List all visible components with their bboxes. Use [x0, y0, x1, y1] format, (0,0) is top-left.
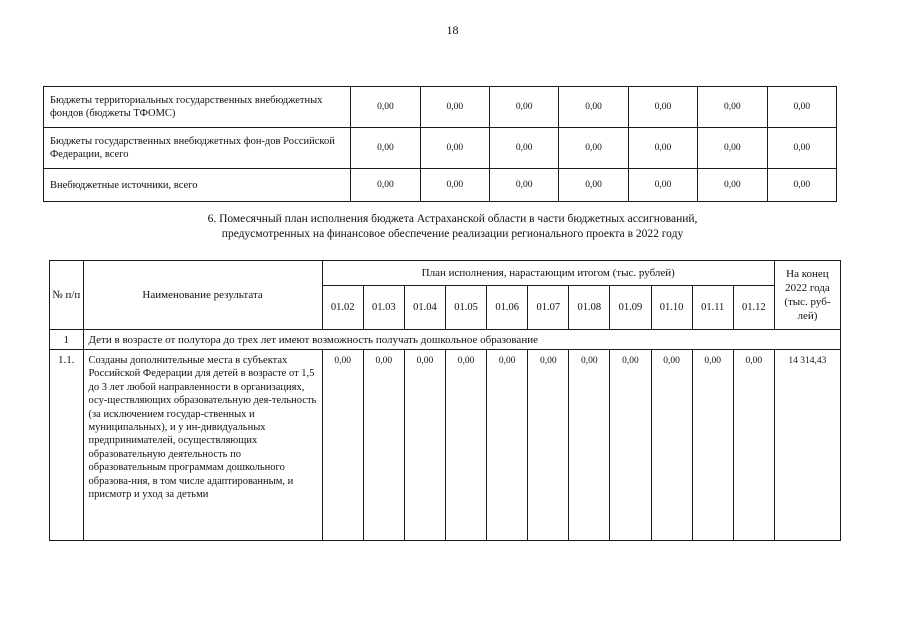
cell-value: 0,00	[767, 87, 836, 128]
month-value: 0,00	[528, 350, 569, 541]
item-num: 1.1.	[50, 350, 84, 541]
month-value: 0,00	[569, 350, 610, 541]
month-value: 0,00	[363, 350, 404, 541]
cell-value: 0,00	[559, 169, 628, 202]
header-month: 01.10	[651, 286, 692, 330]
month-value: 0,00	[733, 350, 774, 541]
table-row	[44, 87, 837, 128]
cell-value: 0,00	[628, 87, 697, 128]
page-number: 18	[446, 23, 459, 37]
cell-value: 0,00	[698, 169, 767, 202]
cell-value: 0,00	[767, 128, 836, 169]
cell-value: 0,00	[490, 169, 559, 202]
header-name: Наименование результата	[83, 261, 322, 330]
header-month: 01.09	[610, 286, 651, 330]
section-text: Дети в возрасте от полутора до трех лет имеют возможность получать дошкольное образование	[83, 330, 840, 350]
monthly-plan-table	[49, 260, 841, 541]
cell-value: 0,00	[628, 128, 697, 169]
section-heading-line: предусмотренных на финансовое обеспечение реализации регионального проекта в 2022 году	[221, 228, 684, 240]
cell-value: 0,00	[767, 169, 836, 202]
header-end-of-year: На конец 2022 года (тыс. руб-лей)	[774, 261, 840, 330]
item-text: Созданы дополнительные места в субъектах Российской Федерации для детей в возрасте от 1,5 до 3 лет любой направленности в организациях, осу-ществляющих образовательную дея-тельность (за исключением государ-ственных и муниципальных), и у ин-дивидуальных предпринимателей, осуществляющих образовательную деятельность по образовательным программам дошкольного образова-ния, в том числе адаптированным, и присмотр и уход за детьми	[83, 350, 322, 541]
budget-sources-table	[43, 86, 837, 202]
row-name: Бюджеты территориальных государственных внебюджетных фондов (бюджеты ТФОМС)	[44, 87, 351, 128]
row-name: Внебюджетные источники, всего	[44, 169, 351, 202]
header-month: 01.11	[692, 286, 733, 330]
month-value: 0,00	[692, 350, 733, 541]
cell-value: 0,00	[559, 87, 628, 128]
header-month: 01.06	[487, 286, 528, 330]
cell-value: 0,00	[698, 128, 767, 169]
month-value: 0,00	[404, 350, 445, 541]
section-heading	[0, 212, 905, 242]
cell-value: 0,00	[420, 169, 489, 202]
cell-value: 0,00	[490, 128, 559, 169]
month-value: 0,00	[651, 350, 692, 541]
cell-value: 0,00	[698, 87, 767, 128]
cell-value: 0,00	[628, 169, 697, 202]
table-row	[44, 128, 837, 169]
month-value: 0,00	[445, 350, 486, 541]
cell-value: 0,00	[420, 87, 489, 128]
cell-value: 0,00	[559, 128, 628, 169]
row-name: Бюджеты государственных внебюджетных фон-дов Российской Федерации, всего	[44, 128, 351, 169]
header-num: № п/п	[50, 261, 84, 330]
header-month: 01.08	[569, 286, 610, 330]
header-month: 01.07	[528, 286, 569, 330]
header-month: 01.02	[322, 286, 363, 330]
table-row	[50, 350, 841, 541]
cell-value: 0,00	[351, 87, 420, 128]
cell-value: 0,00	[351, 169, 420, 202]
month-value: 0,00	[487, 350, 528, 541]
cell-value: 0,00	[420, 128, 489, 169]
header-month: 01.05	[445, 286, 486, 330]
month-value: 0,00	[610, 350, 651, 541]
table-row	[44, 169, 837, 202]
header-month: 01.04	[404, 286, 445, 330]
header-plan: План исполнения, нарастающим итогом (тыс. рублей)	[322, 261, 774, 286]
header-row	[50, 261, 841, 286]
section-num: 1	[50, 330, 84, 350]
cell-value: 0,00	[351, 128, 420, 169]
month-value: 0,00	[322, 350, 363, 541]
section-heading-line: 6. Помесячный план исполнения бюджета Астраханской области в части бюджетных ассигнований,	[207, 213, 698, 225]
header-month: 01.12	[733, 286, 774, 330]
cell-value: 0,00	[490, 87, 559, 128]
header-month: 01.03	[363, 286, 404, 330]
end-of-year-value: 14 314,43	[774, 350, 840, 541]
section-row	[50, 330, 841, 350]
